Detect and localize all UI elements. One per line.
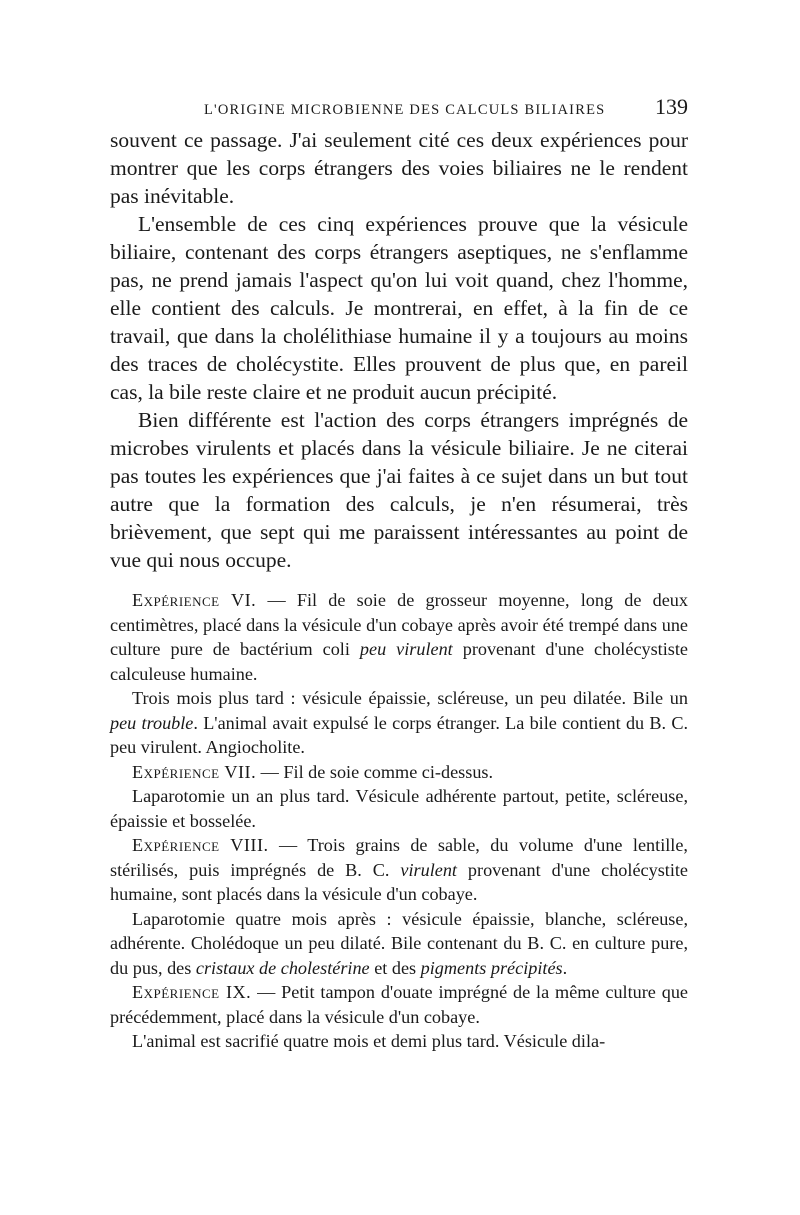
note-text: — Fil de soie de grosseur moyenne, long de deux centimètres, placé dans la vésicule d'un cobaye après avoir été trempé dans une culture pure de bactérium coli <box>110 590 688 659</box>
experiment-7-result: Laparotomie un an plus tard. Vésicule adhérente partout, petite, scléreuse, épaissie et bosselée. <box>110 786 688 831</box>
paragraph-continued: souvent ce passage. J'ai seulement cité ces deux expériences pour montrer que les corps étrangers des voies biliaires ne le rendent pas inévitable. <box>110 128 688 208</box>
note-italic: pigments précipités <box>420 957 563 978</box>
experiment-7 <box>110 760 688 785</box>
note-text: . L'animal avait expulsé le corps étranger. La bile contient du B. C. peu virulent. Angiocholite. <box>110 712 689 757</box>
paragraph: Bien différente est l'action des corps étrangers imprégnés de microbes virulents et placés dans la vésicule biliaire. Je ne citerai pas toutes les expériences que j'ai faites à ce sujet dans un but tout autre que la formation des calculs, je n'en résumerai, très brièvement, que sept qui me paraissent intéressantes au point de vue qui nous occupe. <box>110 408 688 572</box>
note-text: provenant d'une cholécystiste calculeuse humaine. <box>110 639 688 684</box>
experiment-label: Expérience VII. <box>132 761 257 782</box>
experiment-9-result: L'animal est sacrifié quatre mois et demi plus tard. Vésicule dila- <box>132 1031 606 1051</box>
note-italic: cristaux de cholestérine <box>195 957 370 978</box>
running-head: L'ORIGINE MICROBIENNE DES CALCULS BILIAIRES <box>204 102 606 118</box>
book-page <box>110 94 688 1054</box>
note-text: . <box>562 957 568 978</box>
paragraph: L'ensemble de ces cinq expériences prouve que la vésicule biliaire, contenant des corps étrangers aseptiques, ne s'enflamme pas, ne prend jamais l'aspect qu'on lui voit quand, chez l'homme, elle contient des calculs. Je montrerai, en effet, à la fin de ce travail, que dans la cholélithiase humaine il y a toujours au moins des traces de cholécystite. Elles prouvent de plus que, en pareil cas, la bile reste claire et ne produit aucun précipité. <box>110 212 688 404</box>
note-text: — Fil de soie comme ci-dessus. <box>256 761 494 782</box>
note-text: Trois mois plus tard : vésicule épaissie, scléreuse, un peu dilatée. Bile un <box>132 688 688 708</box>
experiment-label: Expérience VI. <box>132 590 257 610</box>
note-italic: virulent <box>400 859 457 880</box>
experiment-8-result <box>110 907 688 981</box>
experiment-6-result <box>110 686 688 760</box>
experiment-label: Expérience VIII. <box>132 835 269 855</box>
experiment-9 <box>110 980 688 1029</box>
experiment-8 <box>110 833 688 907</box>
experiment-notes <box>110 588 688 1054</box>
note-italic: peu virulent <box>359 639 453 659</box>
note-italic: peu trouble <box>110 712 194 733</box>
page-header <box>110 94 688 126</box>
page-number: 139 <box>655 94 688 119</box>
note-text: — Trois grains de sable, du volume d'une lentille, stérilisés, puis imprégnés de B. C. <box>110 835 688 880</box>
note-text: et des <box>369 957 421 978</box>
main-text <box>110 126 688 574</box>
experiment-label: Expérience IX. <box>132 982 252 1002</box>
experiment-6 <box>110 588 688 686</box>
note-text: — Petit tampon d'ouate imprégné de la même culture que précédemment, placé dans la vésicule d'un cobaye. <box>110 982 688 1027</box>
note-text: Laparotomie quatre mois après : vésicule épaissie, blanche, scléreuse, adhérente. Cholédoque un peu dilaté. Bile contenant du B. C. en culture pure, du pus, des <box>110 908 688 978</box>
note-text: provenant d'une cholécystite humaine, sont placés dans la vésicule d'un cobaye. <box>110 859 689 904</box>
